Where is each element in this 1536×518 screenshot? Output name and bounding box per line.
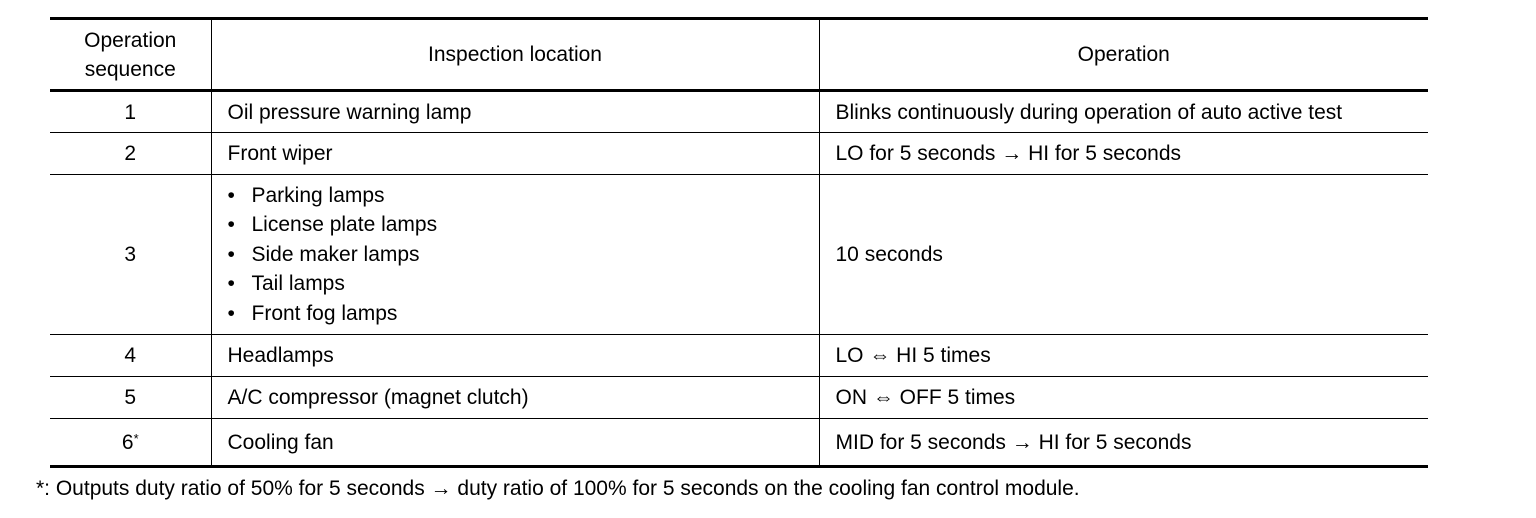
sequence-number: 6 xyxy=(121,430,134,454)
header-sequence-line1: Operation xyxy=(84,28,177,52)
list-item xyxy=(228,299,819,328)
location-cell: Headlamps xyxy=(211,335,819,377)
location-cell: Oil pressure warning lamp xyxy=(211,91,819,133)
table-row xyxy=(50,133,1428,175)
sequence-cell: 3 xyxy=(50,175,211,335)
operation-cell: ON ⇔ OFF 5 times xyxy=(835,386,1016,409)
header-operation: Operation xyxy=(1077,43,1170,66)
sequence-cell xyxy=(50,419,211,467)
inspection-table-container xyxy=(50,17,1428,468)
footnote: *: Outputs duty ratio of 50% for 5 seconds → duty ratio of 100% for 5 seconds on the cooling fan control module. xyxy=(36,477,1080,500)
table-row xyxy=(50,335,1428,377)
bullet-icon: • xyxy=(227,242,235,266)
table-row xyxy=(50,377,1428,419)
lamp-list xyxy=(228,181,819,328)
table-header xyxy=(50,19,1428,91)
bullet-icon: • xyxy=(227,301,235,325)
bullet-icon: • xyxy=(227,183,235,207)
operation-cell: MID for 5 seconds → HI for 5 seconds xyxy=(835,430,1192,454)
table-row xyxy=(50,175,1428,335)
location-cell: A/C compressor (magnet clutch) xyxy=(211,377,819,419)
list-item-label: Parking lamps xyxy=(251,183,385,207)
inspection-table xyxy=(50,17,1428,468)
operation-cell: LO ⇔ HI 5 times xyxy=(835,344,991,367)
sequence-cell: 5 xyxy=(50,377,211,419)
table-row xyxy=(50,419,1428,467)
list-item-label: Side maker lamps xyxy=(251,242,420,266)
table-body xyxy=(50,91,1428,467)
header-operation-sequence xyxy=(50,19,211,91)
bullet-icon: • xyxy=(227,272,235,296)
table-row xyxy=(50,91,1428,133)
sequence-cell: 1 xyxy=(50,91,211,133)
list-item xyxy=(228,240,819,269)
sequence-cell: 4 xyxy=(50,335,211,377)
list-item xyxy=(228,269,819,298)
header-inspection-location: Inspection location xyxy=(211,19,819,91)
list-item-label: License plate lamps xyxy=(251,213,438,237)
operation-cell: Blinks continuously during operation of auto active test xyxy=(835,100,1343,124)
location-cell: Cooling fan xyxy=(211,419,819,467)
sequence-cell: 2 xyxy=(50,133,211,175)
list-item xyxy=(228,210,819,239)
location-cell xyxy=(211,175,819,335)
list-item-label: Tail lamps xyxy=(251,272,345,296)
operation-cell: 10 seconds xyxy=(835,243,943,266)
operation-cell: LO for 5 seconds → HI for 5 seconds xyxy=(835,142,1181,165)
footnote-marker: * xyxy=(133,430,139,446)
bullet-icon: • xyxy=(227,213,235,237)
header-row xyxy=(50,19,1428,91)
list-item xyxy=(228,181,819,210)
list-item-label: Front fog lamps xyxy=(251,301,398,325)
header-sequence-line2: sequence xyxy=(84,57,176,81)
location-cell: Front wiper xyxy=(211,133,819,175)
